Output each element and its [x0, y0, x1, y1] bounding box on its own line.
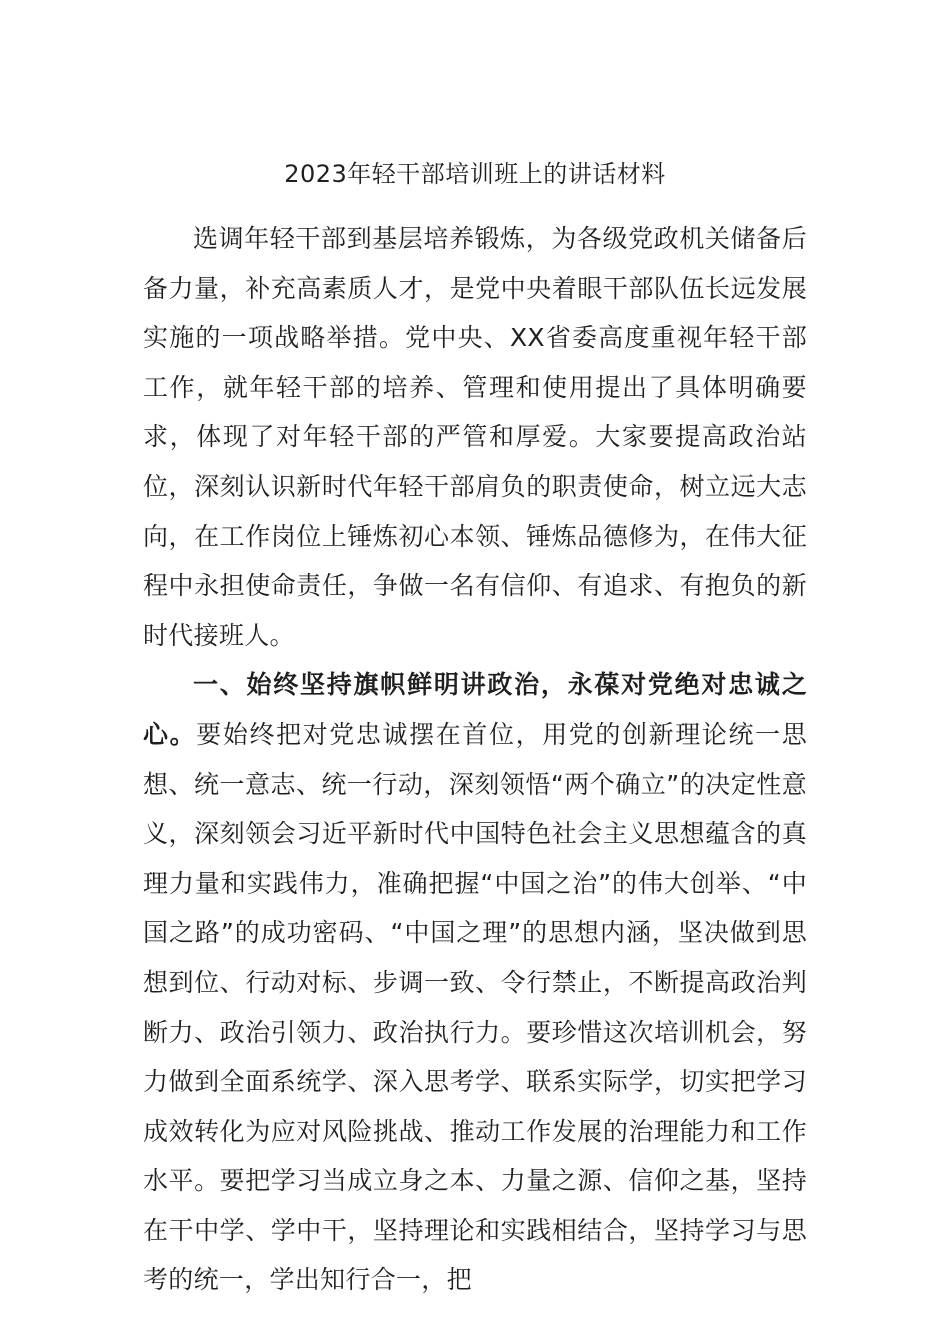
- intro-paragraph: 选调年轻干部到基层培养锻炼，为各级党政机关储备后备力量，补充高素质人才，是党中央着眼干部队伍长远发展实施的一项战略举措。党中央、XX省委高度重视年轻干部工作，就年轻干部的培养、管理和使用提出了具体明确要求，体现了对年轻干部的严管和厚爱。大家要提高政治站位，深刻认识新时代年轻干部肩负的职责使命，树立远大志向，在工作岗位上锤炼初心本领、锤炼品德修为，在伟大征程中永担使命责任，争做一名有信仰、有追求、有抱负的新时代接班人。: [143, 224, 807, 650]
- document-title: 2023年轻干部培训班上的讲话材料: [284, 160, 666, 188]
- section-1-paragraph: [143, 660, 807, 1305]
- section-1-heading: 一、始终坚持旗帜鲜明讲政治，永葆对党绝对忠诚之心。: [143, 670, 807, 749]
- document-body: [143, 214, 807, 1305]
- section-1-body: 要始终把对党忠诚摆在首位，用党的创新理论统一思想、统一意志、统一行动，深刻领悟“两个确立”的决定性意义，深刻领会习近平新时代中国特色社会主义思想蕴含的真理力量和实践伟力，准确把握“中国之治”的伟大创举、“中国之路”的成功密码、“中国之理”的思想内涵，坚决做到思想到位、行动对标、步调一致、令行禁止，不断提高政治判断力、政治引领力、政治执行力。要珍惜这次培训机会，努力做到全面系统学、深入思考学、联系实际学，切实把学习成效转化为应对风险挑战、推动工作发展的治理能力和工作水平。要把学习当成立身之本、力量之源、信仰之基，坚持在干中学、学中干，坚持理论和实践相结合，坚持学习与思考的统一，学出知行合一，把: [143, 719, 807, 1295]
